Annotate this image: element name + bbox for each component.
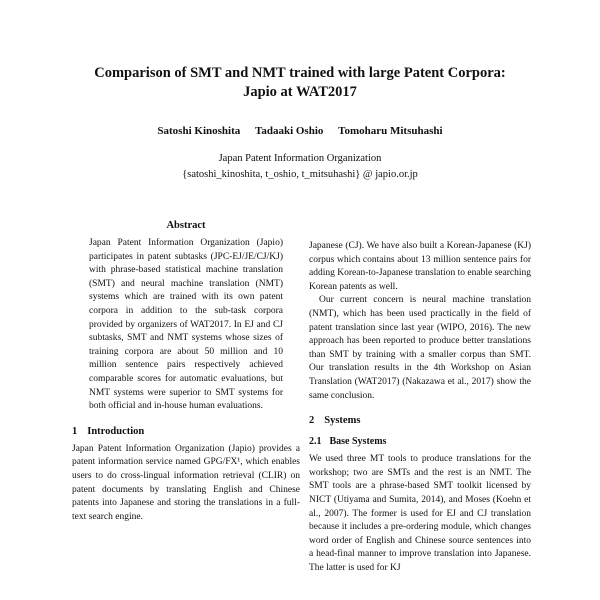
author-list: [0, 125, 600, 137]
affiliation: Japan Patent Information Organization: [218, 153, 382, 164]
section-title: Systems: [324, 415, 361, 427]
paper-title-line2: Japio at WAT2017: [243, 84, 357, 100]
body-paragraph: We used three MT tools to produce translations for the workshop; two are SMTs and the rest is an NMT. The SMT tools are a phrase-based SMT toolkit licensed by NICT (Utiyama and Sumita, 2014), and Moses (Koehn et al., 2007). The former is used for EJ and CJ translation because it includes a pre-ordering module, which changes word order of English and Chinese source sentences into a head-final manner to improve translation into Japanese. The latter is used for KJ: [309, 454, 531, 573]
section-heading-introduction: [72, 426, 300, 437]
section-title: Introduction: [87, 425, 145, 437]
subsection-heading-base-systems: [309, 436, 531, 447]
right-column: [309, 240, 531, 575]
body-paragraph: Japanese (CJ). We have also built a Korean-Japanese (KJ) corpus which contains about 13 million sentence pairs for adding Korean-to-Japanese translation to enable searching Korean patents as well.: [309, 241, 531, 292]
section-number: 1: [72, 425, 78, 437]
section-number: 2: [309, 415, 315, 427]
subsection-number: 2.1: [309, 436, 322, 448]
author-name: Satoshi Kinoshita: [157, 125, 241, 137]
abstract-heading: Abstract: [166, 220, 206, 231]
introduction-paragraph: Japan Patent Information Organization (Japio) provides a patent information service named GPG/FX¹, which enables users to do cross-lingual information retrieval (CLIR) on patent documents by translating English and Chinese patents into Japanese and storing the translations in a full-text search engine.: [72, 443, 300, 522]
affiliation-block: [0, 151, 600, 183]
section-heading-systems: [309, 415, 531, 426]
author-name: Tadaaki Oshio: [255, 125, 324, 137]
abstract-text: Japan Patent Information Organization (Japio) participates in patent subtasks (JPC-EJ/JE/CJ/KJ) with phrase-based statistical machine translation (SMT) and neural machine translation (NMT) systems which are trained with its own patent corpora in addition to the sub-task corpora provided by organizers of WAT2017. In EJ and CJ subtasks, SMT and NMT systems whose sizes of training corpora are about 50 million and 10 million sentence pairs respectively achieved comparable scores for automatic evaluations, but NMT systems were superior to SMT systems for both official and in-house human evaluations.: [89, 238, 283, 412]
subsection-title: Base Systems: [329, 436, 387, 448]
body-paragraph: Our current concern is neural machine translation (NMT), which has been used practically in the field of patent translation since last year (WIPO, 2016). The new approach has been reported to produce better translations than SMT by training with a smaller corpus than SMT. Our translation results in the 4th Workshop on Asian Translation (WAT2017) (Nakazawa et al., 2017) show the same conclusion.: [309, 295, 531, 401]
author-name: Tomoharu Mitsuhashi: [338, 125, 443, 137]
paper-title: [0, 64, 600, 102]
author-emails: {satoshi_kinoshita, t_oshio, t_mitsuhashi} @ japio.or.jp: [182, 169, 418, 180]
left-column: [72, 220, 300, 524]
paper-title-line1: Comparison of SMT and NMT trained with large Patent Corpora:: [94, 65, 506, 81]
